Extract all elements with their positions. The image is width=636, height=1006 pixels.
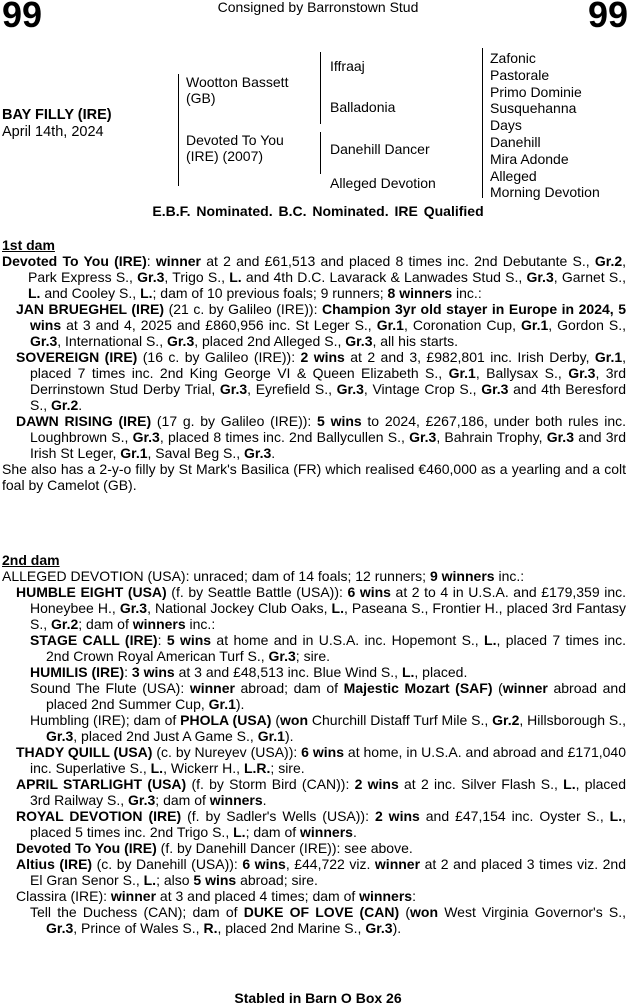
produce-entry: THADY QUILL (USA) (c. by Nureyev (USA)): 6 wins at home, in U.S.A. and abroad and £171,040 inc. Superlative S., L., Wickerr H., L.R.; sire. (16, 744, 626, 776)
produce-entry: JAN BRUEGHEL (IRE) (21 c. by Galileo (IRE)): Champion 3yr old stayer in Europe in 2024, 5 wins at 3 and 4, 2025 and £860,956 inc. St Leger S., Gr.1, Coronation Cup, Gr.1, Gordon S., Gr.3, International S., Gr.3, placed 2nd Alleged S., Gr.3, all his starts. (16, 301, 626, 349)
pedigree-dam-dam: Alleged Devotion (330, 175, 436, 191)
foaling-date: April 14th, 2024 (2, 124, 104, 140)
produce-entry: Altius (IRE) (c. by Danehill (USA)): 6 wins, £44,722 viz. winner at 2 and placed 3 times viz. 2nd El Gran Senor S., L.; also 5 wins abroad; sire. (16, 856, 626, 888)
pedigree-gen3-item: Mira Adonde (490, 150, 569, 167)
produce-entry: APRIL STARLIGHT (USA) (f. by Storm Bird (CAN)): 2 wins at 2 inc. Silver Flash S., L., placed 3rd Railway S., Gr.3; dam of winners. (16, 776, 626, 808)
pedigree-bracket-4 (482, 48, 483, 134)
stabling-info: Stabled in Barn O Box 26 (234, 990, 402, 1006)
consignor-line: Consigned by Barronstown Stud (217, 0, 419, 15)
grandproduce-entry: Tell the Duchess (CAN); dam of DUKE OF LOVE (CAN) (won West Virginia Governor's S., Gr.3, Prince of Wales S., R., placed 2nd Marine S., Gr.3). (30, 904, 626, 936)
produce-entry: DAWN RISING (IRE) (17 g. by Galileo (IRE)): 5 wins to 2024, £267,186, under both rules inc. Loughbrown S., Gr.3, placed 8 times inc. 2nd Ballycullen S., Gr.3, Bahrain Trophy, Gr.3 and 3rd Irish St Leger, Gr.1, Saval Beg S., Gr.3. (16, 413, 627, 461)
pedigree-sire: Wootton Bassett (GB) (186, 74, 289, 106)
produce-entry: ROYAL DEVOTION (IRE) (f. by Sadler's Wells (USA)): 2 wins and £47,154 inc. Oyster S., L., placed 5 times inc. 2nd Trigo S., L.; dam of winners. (16, 808, 627, 840)
pedigree-bracket-1 (178, 74, 179, 186)
pedigree-bracket-2 (320, 52, 321, 124)
pedigree-gen3-item: Days (490, 117, 522, 134)
grandproduce-entry: Humbling (IRE); dam of PHOLA (USA) (won Churchill Distaff Turf Mile S., Gr.2, Hillsborough S., Gr.3, placed 2nd Just A Game S., Gr.1). (30, 712, 626, 744)
pedigree-dam-sire: Danehill Dancer (330, 141, 430, 157)
pedigree-gen3-item: Alleged (490, 167, 537, 184)
first-dam-heading: 1st dam (2, 237, 55, 253)
pedigree-bracket-3 (320, 132, 321, 174)
grandproduce-entry: Sound The Flute (USA): winner abroad; dam of Majestic Mozart (SAF) (winner abroad and placed 2nd Summer Cup, Gr.1). (30, 680, 627, 712)
pedigree-gen3-item: Danehill (490, 133, 541, 150)
grandproduce-entry: HUMILIS (IRE): 3 wins at 3 and £48,513 inc. Blue Wind S., L., placed. (30, 664, 468, 680)
pedigree-sire-dam: Balladonia (330, 99, 396, 115)
pedigree-dam: Devoted To You (IRE) (2007) (186, 132, 284, 164)
horse-description: BAY FILLY (IRE) (2, 107, 112, 123)
first-dam-section (2, 237, 626, 493)
pedigree-bracket-5 (482, 134, 483, 198)
pedigree-gen3-item: Susquehanna (490, 100, 577, 117)
produce-entry: HUMBLE EIGHT (USA) (f. by Seattle Battle (USA)): 6 wins at 2 to 4 in U.S.A. and £179,359 inc. Honeybee H., Gr.3, National Jockey Club Oaks, L., Paseana S., Frontier H., placed 3rd Fantasy S., Gr.2; dam of winners inc.: (16, 584, 627, 632)
pedigree-gen3-item: Morning Devotion (490, 184, 600, 201)
produce-entry: Devoted To You (IRE) (f. by Danehill Dancer (IRE)): see above. (16, 840, 413, 856)
grandproduce-entry: STAGE CALL (IRE): 5 wins at home and in U.S.A. inc. Hopemont S., L., placed 7 times inc. 2nd Crown Royal American Turf S., Gr.3; sire. (30, 632, 627, 664)
lot-number-right: 99 (587, 0, 628, 35)
pedigree-gen3-item: Primo Dominie (490, 83, 582, 100)
nominations: E.B.F. Nominated. B.C. Nominated. IRE Qualified (152, 203, 484, 219)
pedigree-sire-sire: Iffraaj (330, 58, 365, 74)
pedigree-gen3-list (490, 50, 600, 201)
horse-info (2, 107, 112, 141)
produce-note: She also has a 2-y-o filly by St Mark's Basilica (FR) which realised €460,000 as a yearling and a colt foal by Camelot (GB). (2, 461, 626, 493)
dam-entry: Devoted To You (IRE): winner at 2 and £61,513 and placed 8 times inc. 2nd Debutante S., Gr.2, Park Express S., Gr.3, Trigo S., L. and 4th D.C. Lavarack & Lanwades Stud S., Gr.3, Garnet S., L. and Cooley S., L.; dam of 10 previous foals; 9 runners; 8 winners inc.: (2, 253, 627, 301)
second-dam-section (2, 552, 626, 936)
pedigree-gen3-item: Zafonic (490, 50, 536, 66)
produce-entry: Classira (IRE): winner at 3 and placed 4 times; dam of winners: (16, 888, 416, 904)
lot-number: 99 (2, 0, 43, 35)
produce-entry: SOVEREIGN (IRE) (16 c. by Galileo (IRE)): 2 wins at 2 and 3, £982,801 inc. Irish Derby, Gr.1, placed 7 times inc. 2nd King George VI & Queen Elizabeth S., Gr.1, Ballysax S., Gr.3, 3rd Derrinstown Stud Derby Trial, Gr.3, Eyrefield S., Gr.3, Vintage Crop S., Gr.3 and 4th Beresford S., Gr.2. (16, 349, 627, 413)
second-dam-heading: 2nd dam (2, 552, 60, 568)
granddam-entry: ALLEGED DEVOTION (USA): unraced; dam of 14 foals; 12 runners; 9 winners inc.: (2, 568, 525, 584)
pedigree-gen3-item: Pastorale (490, 66, 550, 83)
